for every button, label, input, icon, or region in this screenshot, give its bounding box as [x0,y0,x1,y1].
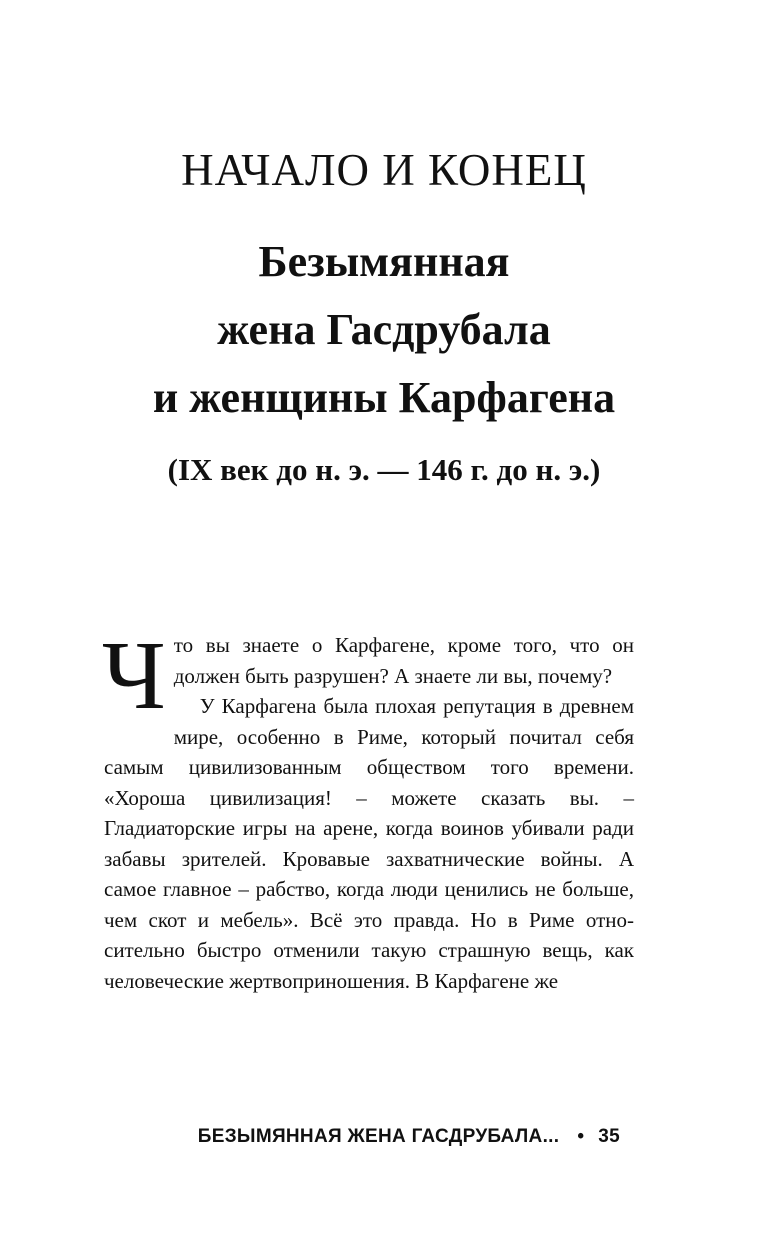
body-text [102,622,634,996]
section-title: НАЧАЛО И КОНЕЦ [181,145,587,195]
date-range: (IX век до н. э. — 146 г. до н. э.) [167,452,601,487]
chapter-title [0,228,768,432]
chapter-title-line: жена Гасдрубала [217,305,551,354]
page-number: 35 [598,1126,620,1147]
footer-separator: • [577,1126,585,1147]
running-title: БЕЗЫМЯННАЯ ЖЕНА ГАСДРУБАЛА... [197,1126,560,1147]
chapter-title-line: и женщины Карфагена [152,373,616,422]
second-paragraph: У Карфагена была плохая репутация в древнем мире, особенно в Риме, который почитал себя самым цивилизованным обществом того времени. «Хороша цивилизация! – можете сказать вы. – Гладиаторские игры на арене, когда воинов убивали ради забавы зрителей. Кровавые захватнические войны. А самое главное – рабство, когда люди ценились не больше, чем скот и мебель». Всё это правда. Но в Риме относительно быстро отменили такую страшную вещь, как человеческие жертвоприношения. В Карфагене же [104,694,634,993]
chapter-title-line: Безымянная [258,237,510,286]
first-paragraph: то вы знаете о Карфагене, кроме того, что он должен быть разрушен? А знаете ли вы, почему? [173,633,634,688]
page-footer [0,1126,620,1148]
drop-cap: Ч [102,622,166,730]
